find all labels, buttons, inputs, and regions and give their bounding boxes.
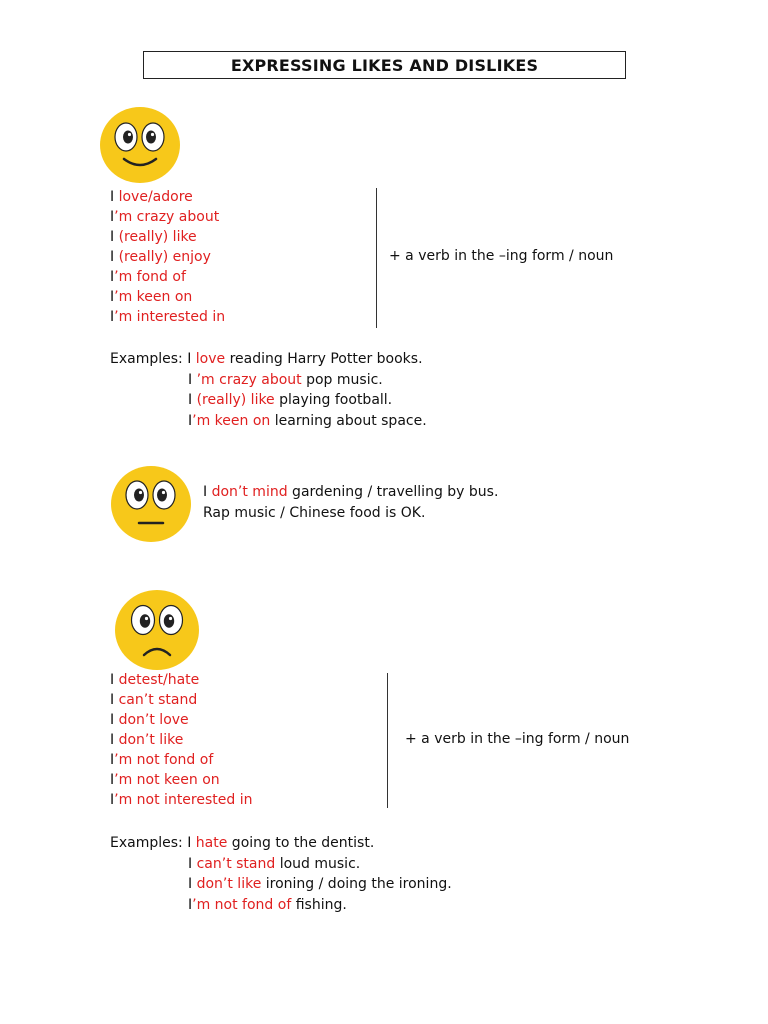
list-item: I don’t love: [110, 712, 189, 728]
example-line: I don’t like ironing / doing the ironing.: [188, 876, 452, 892]
likes-examples: [110, 349, 427, 431]
list-item: I’m interested in: [110, 309, 226, 325]
dislikes-phrase-list: [110, 670, 252, 810]
list-item: I’m fond of: [110, 269, 186, 285]
example-line: Examples: I love reading Harry Potter books.: [110, 351, 423, 367]
examples-label: Examples:: [110, 835, 188, 851]
list-item: I can’t stand: [110, 692, 198, 708]
example-line: Examples: I hate going to the dentist.: [110, 835, 375, 851]
smiling-face-icon: [99, 106, 181, 184]
example-line: I’m not fond of fishing.: [188, 896, 347, 913]
page-title: EXPRESSING LIKES AND DISLIKES: [230, 55, 539, 75]
divider: [376, 188, 377, 328]
list-item: I’m not interested in: [110, 792, 253, 808]
list-item: I’m not fond of: [110, 752, 214, 768]
list-item: I’m crazy about: [110, 209, 220, 225]
examples-label: Examples:: [110, 351, 188, 367]
list-item: I (really) enjoy: [110, 249, 211, 265]
neutral-face-icon: [110, 465, 192, 543]
divider: [387, 673, 388, 808]
neutral-line: Rap music / Chinese food is OK.: [203, 504, 426, 521]
example-line: I (really) like playing football.: [188, 392, 393, 408]
example-line: I can’t stand loud music.: [188, 855, 361, 872]
list-item: I’m keen on: [110, 289, 193, 305]
list-item: I (really) like: [110, 229, 197, 245]
list-item: I’m not keen on: [110, 772, 220, 788]
example-line: I ’m crazy about pop music.: [188, 371, 383, 388]
neutral-text: [203, 482, 498, 523]
sad-face-icon: [114, 589, 200, 671]
dislikes-rule: + a verb in the –ing form / noun: [405, 731, 630, 747]
list-item: I detest/hate: [110, 672, 200, 688]
list-item: I love/adore: [110, 189, 193, 205]
dislikes-examples: [110, 833, 452, 915]
example-line: I’m keen on learning about space.: [188, 412, 427, 429]
title-box: [143, 51, 626, 79]
list-item: I don’t like: [110, 732, 184, 748]
likes-rule: + a verb in the –ing form / noun: [389, 248, 614, 264]
neutral-line: I don’t mind gardening / travelling by bus.: [203, 484, 499, 500]
likes-phrase-list: [110, 187, 225, 327]
